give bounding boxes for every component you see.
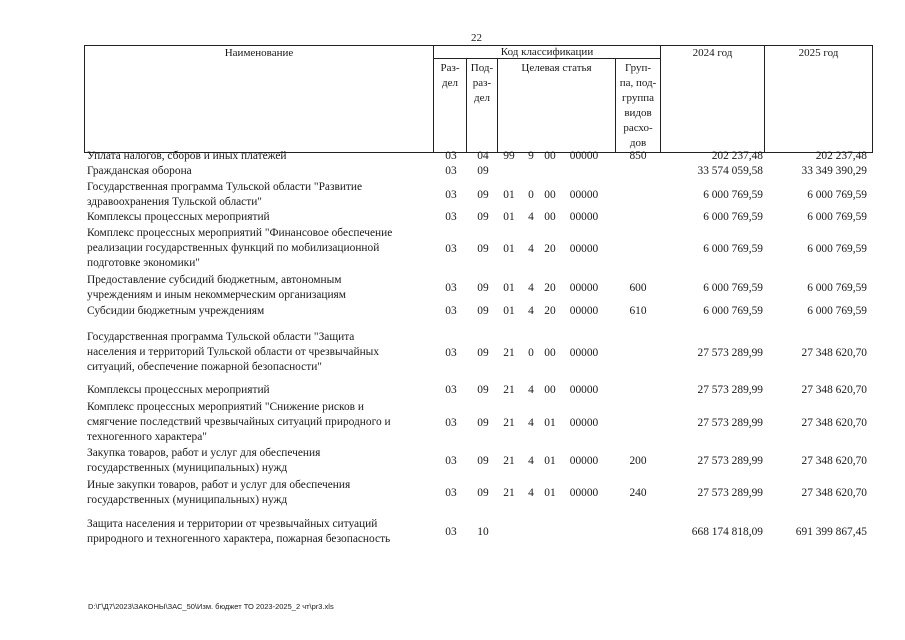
amount-2025-cell: 27 348 620,70	[801, 384, 867, 396]
row-name	[87, 517, 422, 547]
header-group-line-2: па, под-	[619, 77, 657, 89]
target-direction-cell: 00000	[569, 416, 599, 429]
header-code-group: Код классификации	[500, 46, 594, 58]
target-program-cell: 01	[503, 242, 515, 255]
header-razdel-cell	[433, 58, 467, 153]
table-row	[87, 149, 872, 164]
row-name-line: Субсидии бюджетным учреждениям	[87, 305, 265, 317]
header-year2-cell	[764, 45, 873, 153]
row-name	[87, 383, 422, 398]
row-name-line: Государственная программа Тульской области "Развитие	[87, 181, 363, 193]
table-row	[87, 180, 872, 210]
target-direction-cell: 00000	[569, 454, 599, 467]
target-type-cell: 4	[528, 384, 534, 396]
amount-2025-cell: 202 237,48	[815, 150, 867, 162]
amount-2025-cell: 27 348 620,70	[801, 346, 867, 359]
target-program-cell: 01	[503, 281, 515, 294]
table-row	[87, 517, 872, 547]
amount-2024-cell: 27 573 289,99	[697, 346, 763, 359]
razdel-cell: 03	[445, 150, 457, 162]
target-direction-cell: 00000	[569, 346, 599, 359]
row-name	[87, 180, 422, 210]
table-row	[87, 164, 872, 179]
amount-2024-cell: 27 573 289,99	[697, 416, 763, 429]
row-name-line: природного и техногенного характера, пожарная безопасность	[87, 533, 391, 545]
header-year1: 2024 год	[692, 47, 733, 59]
podrazdel-cell: 09	[477, 416, 489, 429]
amount-2025-cell: 6 000 769,59	[807, 211, 867, 223]
razdel-cell: 03	[445, 165, 457, 177]
row-name-line: Предоставление субсидий бюджетным, автономным	[87, 274, 342, 286]
table-row	[87, 478, 872, 508]
expense-group-cell: 610	[629, 305, 647, 317]
row-name	[87, 210, 422, 225]
row-name-line: Государственная программа Тульской области "Защита	[87, 331, 355, 343]
target-direction-cell: 00000	[569, 211, 599, 223]
row-name	[87, 226, 422, 271]
target-program-cell: 21	[503, 384, 515, 396]
header-podrazdel-line-3: дел	[474, 92, 490, 104]
expense-group-cell: 600	[629, 281, 647, 294]
target-direction-cell: 00000	[569, 281, 599, 294]
header-razdel-line-2: дел	[442, 77, 458, 89]
razdel-cell: 03	[445, 281, 457, 294]
header-podrazdel-cell	[466, 58, 498, 153]
row-name	[87, 330, 422, 375]
row-name	[87, 400, 422, 445]
podrazdel-cell: 09	[477, 384, 489, 396]
header-group-cell	[615, 58, 661, 153]
header-target-cell	[497, 58, 616, 153]
razdel-cell: 03	[445, 525, 457, 538]
razdel-cell: 03	[445, 242, 457, 255]
row-name-line: населения и территорий Тульской области от чрезвычайных	[87, 346, 380, 358]
target-sub-cell: 00	[544, 346, 556, 359]
podrazdel-cell: 09	[477, 281, 489, 294]
row-name-line: учреждениям и иным некоммерческим организациям	[87, 289, 347, 301]
target-sub-cell: 20	[544, 242, 556, 255]
table-row	[87, 304, 872, 319]
table-row	[87, 383, 872, 398]
target-sub-cell: 00	[544, 150, 556, 162]
table-row	[87, 400, 872, 446]
target-sub-cell: 01	[544, 454, 556, 467]
podrazdel-cell: 09	[477, 165, 489, 177]
target-direction-cell: 00000	[569, 242, 599, 255]
amount-2024-cell: 27 573 289,99	[697, 454, 763, 467]
row-name	[87, 446, 422, 476]
row-name-line: реализации государственных функций по мобилизационной	[87, 242, 380, 254]
target-sub-cell: 20	[544, 281, 556, 294]
header-razdel-line-1: Раз-	[440, 62, 460, 74]
row-name-line: Комплексы процессных мероприятий	[87, 211, 270, 223]
target-program-cell: 01	[503, 305, 515, 317]
header-name-cell	[84, 45, 434, 153]
amount-2025-cell: 6 000 769,59	[807, 242, 867, 255]
podrazdel-cell: 09	[477, 211, 489, 223]
podrazdel-cell: 09	[477, 305, 489, 317]
header-year2: 2025 год	[798, 47, 839, 59]
amount-2025-cell: 33 349 390,29	[801, 165, 867, 177]
amount-2025-cell: 691 399 867,45	[795, 525, 867, 538]
target-sub-cell: 01	[544, 486, 556, 499]
razdel-cell: 03	[445, 211, 457, 223]
target-direction-cell: 00000	[569, 486, 599, 499]
target-type-cell: 0	[528, 188, 534, 201]
amount-2025-cell: 6 000 769,59	[807, 305, 867, 317]
row-name-line: Закупка товаров, работ и услуг для обеспечения	[87, 447, 321, 459]
razdel-cell: 03	[445, 416, 457, 429]
row-name-line: техногенного характера"	[87, 431, 207, 443]
podrazdel-cell: 10	[477, 525, 489, 538]
target-type-cell: 4	[528, 486, 534, 499]
row-name-line: Гражданская оборона	[87, 165, 192, 177]
amount-2024-cell: 33 574 059,58	[697, 165, 763, 177]
row-name	[87, 273, 422, 303]
razdel-cell: 03	[445, 486, 457, 499]
expense-group-cell: 200	[629, 454, 647, 467]
expense-group-cell: 240	[629, 486, 647, 499]
target-type-cell: 4	[528, 281, 534, 294]
target-type-cell: 4	[528, 242, 534, 255]
row-name-line: государственных (муниципальных) нужд	[87, 462, 288, 474]
target-direction-cell: 00000	[569, 384, 599, 396]
header-podrazdel-line-2: раз-	[472, 77, 492, 89]
amount-2024-cell: 6 000 769,59	[703, 188, 763, 201]
header-name: Наименование	[224, 47, 294, 59]
target-sub-cell: 00	[544, 188, 556, 201]
row-name-line: государственных (муниципальных) нужд	[87, 494, 288, 506]
table-row	[87, 273, 872, 303]
podrazdel-cell: 04	[477, 150, 489, 162]
podrazdel-cell: 09	[477, 454, 489, 467]
header-code-group-cell	[433, 45, 661, 59]
razdel-cell: 03	[445, 188, 457, 201]
amount-2024-cell: 27 573 289,99	[697, 486, 763, 499]
header-group-line-3: группа	[621, 92, 655, 104]
row-name-line: Иные закупки товаров, работ и услуг для обеспечения	[87, 479, 351, 491]
razdel-cell: 03	[445, 305, 457, 317]
expense-group-cell: 850	[629, 150, 647, 162]
target-program-cell: 21	[503, 416, 515, 429]
header-group-line-1: Груп-	[624, 62, 652, 74]
table-row	[87, 226, 872, 272]
row-name-line: Комплексы процессных мероприятий	[87, 384, 270, 396]
target-program-cell: 21	[503, 454, 515, 467]
target-program-cell: 01	[503, 188, 515, 201]
table-row	[87, 210, 872, 225]
row-name	[87, 304, 422, 319]
target-type-cell: 9	[528, 150, 534, 162]
row-name-line: здравоохранения Тульской области"	[87, 196, 262, 208]
table-row	[87, 330, 872, 376]
razdel-cell: 03	[445, 454, 457, 467]
target-program-cell: 21	[503, 486, 515, 499]
target-sub-cell: 20	[544, 305, 556, 317]
razdel-cell: 03	[445, 346, 457, 359]
header-target: Целевая статья	[521, 62, 592, 74]
table-row	[87, 446, 872, 476]
amount-2025-cell: 27 348 620,70	[801, 454, 867, 467]
amount-2024-cell: 202 237,48	[711, 150, 763, 162]
file-path-footer: D:\Г\Д7\2023\ЗАКОНЫ\ЗАС_50\Изм. бюджет ТО 2023-2025_2 чт\pr3.xls	[88, 602, 334, 611]
row-name	[87, 478, 422, 508]
amount-2025-cell: 6 000 769,59	[807, 281, 867, 294]
target-type-cell: 4	[528, 416, 534, 429]
amount-2024-cell: 6 000 769,59	[703, 211, 763, 223]
target-type-cell: 0	[528, 346, 534, 359]
row-name	[87, 149, 422, 164]
row-name-line: смягчение последствий чрезвычайных ситуаций природного и	[87, 416, 391, 428]
target-program-cell: 21	[503, 346, 515, 359]
target-sub-cell: 00	[544, 211, 556, 223]
row-name-line: ситуаций, обеспечение пожарной безопасности"	[87, 361, 322, 373]
target-type-cell: 4	[528, 211, 534, 223]
podrazdel-cell: 09	[477, 242, 489, 255]
target-direction-cell: 00000	[569, 188, 599, 201]
row-name-line: подготовке экономики"	[87, 257, 200, 269]
target-sub-cell: 01	[544, 416, 556, 429]
header-year1-cell	[660, 45, 765, 153]
amount-2024-cell: 27 573 289,99	[697, 384, 763, 396]
amount-2024-cell: 668 174 818,09	[691, 525, 763, 538]
amount-2025-cell: 27 348 620,70	[801, 416, 867, 429]
row-name-line: Комплекс процессных мероприятий "Финансовое обеспечение	[87, 227, 393, 239]
podrazdel-cell: 09	[477, 188, 489, 201]
row-name-line: Уплата налогов, сборов и иных платежей	[87, 150, 287, 162]
podrazdel-cell: 09	[477, 346, 489, 359]
target-program-cell: 01	[503, 211, 515, 223]
razdel-cell: 03	[445, 384, 457, 396]
page-number: 22	[471, 32, 482, 44]
amount-2025-cell: 27 348 620,70	[801, 486, 867, 499]
amount-2024-cell: 6 000 769,59	[703, 281, 763, 294]
row-name	[87, 164, 422, 179]
target-direction-cell: 00000	[569, 305, 599, 317]
target-program-cell: 99	[503, 150, 515, 162]
amount-2025-cell: 6 000 769,59	[807, 188, 867, 201]
row-name-line: Защита населения и территории от чрезвычайных ситуаций	[87, 518, 378, 530]
amount-2024-cell: 6 000 769,59	[703, 242, 763, 255]
target-direction-cell: 00000	[569, 150, 599, 162]
amount-2024-cell: 6 000 769,59	[703, 305, 763, 317]
podrazdel-cell: 09	[477, 486, 489, 499]
header-group-line-6: дов	[629, 137, 647, 149]
header-group-line-4: видов	[624, 107, 652, 119]
target-sub-cell: 00	[544, 384, 556, 396]
target-type-cell: 4	[528, 305, 534, 317]
target-type-cell: 4	[528, 454, 534, 467]
header-group-line-5: расхо-	[623, 122, 653, 134]
header-podrazdel-line-1: Под-	[470, 62, 494, 74]
row-name-line: Комплекс процессных мероприятий "Снижение рисков и	[87, 401, 364, 413]
